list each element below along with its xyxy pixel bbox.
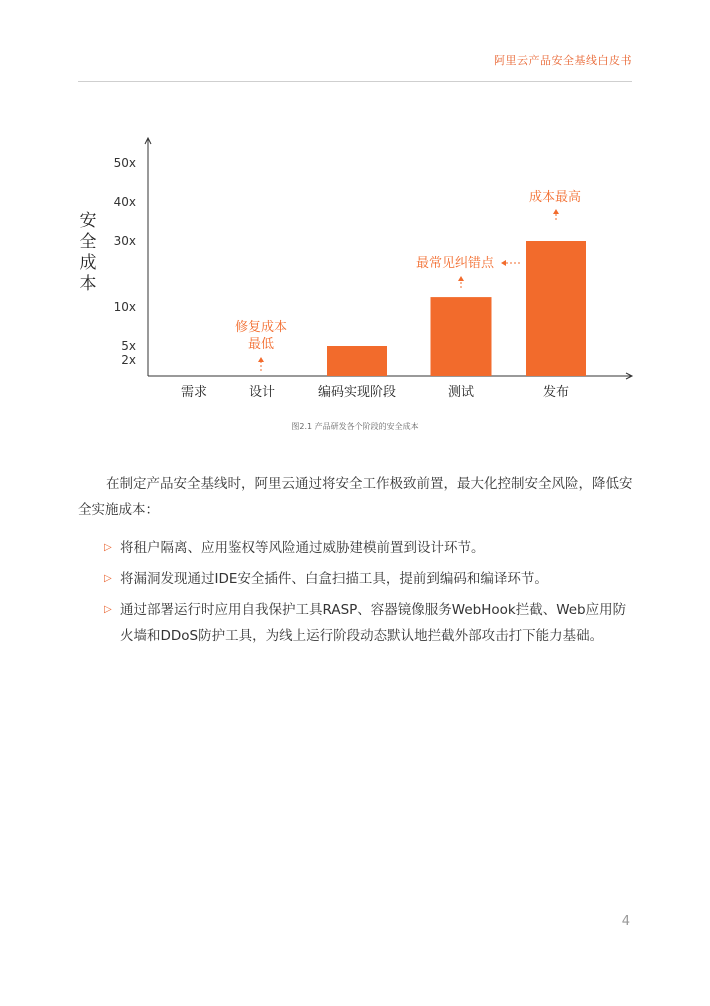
y-tick-label: 5x: [121, 339, 136, 353]
chart-bar: [327, 346, 387, 376]
annotation-label: 成本最高: [528, 190, 582, 205]
y-axis-label-char: 本: [79, 274, 97, 294]
chart-x-labels: [181, 384, 569, 400]
annotation-label: 最常见纠错点: [415, 256, 495, 271]
y-tick-label: 10x: [113, 300, 136, 314]
x-tick-label: 编码实现阶段: [317, 385, 397, 400]
y-tick-label: 40x: [113, 195, 136, 209]
chart-bar: [526, 241, 586, 376]
annotation-arrow-icon: [258, 357, 264, 362]
bullet-item: [78, 535, 634, 561]
body-paragraph: 在制定产品安全基线时，阿里云通过将安全工作极致前置，最大化控制安全风险，降低安全实施成本：: [78, 476, 633, 518]
annotation-arrow-icon: [458, 276, 464, 281]
header-divider: [78, 81, 632, 82]
y-axis-label-char: 全: [79, 232, 97, 252]
x-tick-label: 需求: [180, 385, 208, 400]
bullet-text: 将漏洞发现通过IDE安全插件、白盒扫描工具，提前到编码和编译环节。: [120, 571, 548, 587]
annotation-label: 最低: [247, 337, 275, 352]
bullet-item: [78, 597, 634, 649]
triangle-right-icon: ▷: [104, 604, 112, 615]
bullet-text: 将租户隔离、应用鉴权等风险通过威胁建模前置到设计环节。: [120, 540, 485, 556]
chart-y-axis-label: [80, 211, 97, 294]
x-tick-label: 测试: [447, 385, 475, 400]
x-tick-label: 设计: [248, 385, 276, 400]
y-tick-label: 50x: [113, 156, 136, 170]
safety-cost-chart: [0, 120, 710, 410]
annotation-arrow-icon: [553, 209, 559, 214]
chart-bar: [431, 297, 492, 376]
page-number: 4: [621, 914, 630, 929]
x-tick-label: 发布: [542, 385, 570, 400]
y-axis-label-char: 成: [79, 253, 97, 273]
triangle-right-icon: ▷: [104, 542, 112, 553]
header-title: 阿里云产品安全基线白皮书: [494, 54, 632, 67]
figure-caption: 图2.1 产品研发各个阶段的安全成本: [291, 422, 419, 431]
annotation-label: 修复成本: [234, 320, 288, 335]
bullet-list: [78, 535, 634, 654]
y-axis-label-char: 安: [79, 211, 97, 231]
y-tick-label: 30x: [113, 234, 136, 248]
bullet-item: [78, 566, 634, 592]
annotation-arrow-icon: [501, 260, 506, 266]
chart-y-ticks: [114, 156, 136, 367]
triangle-right-icon: ▷: [104, 573, 112, 584]
bullet-text: 通过部署运行时应用自我保护工具RASP、容器镜像服务WebHook拦截、Web应用防火墙和DDoS防护工具，为线上运行阶段动态默认地拦截外部攻击打下能力基础。: [120, 602, 627, 644]
y-tick-label: 2x: [121, 353, 136, 367]
